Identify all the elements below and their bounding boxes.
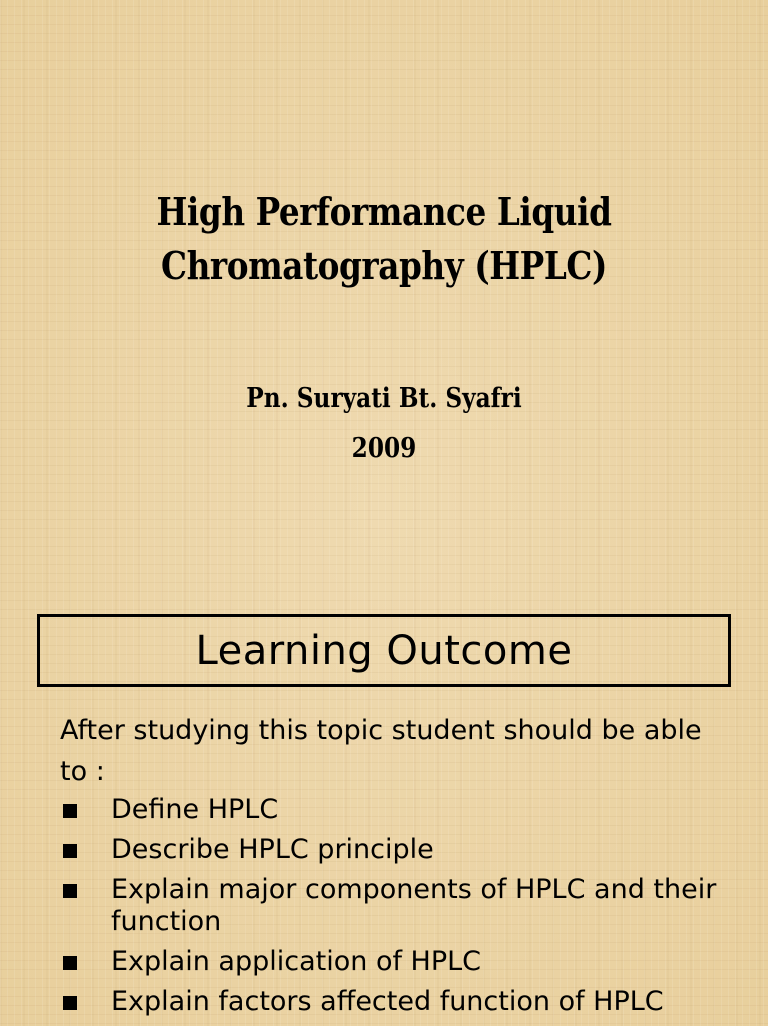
presentation-year: 2009 bbox=[351, 433, 417, 464]
learning-outcome-slide bbox=[0, 600, 768, 1024]
slide-title bbox=[54, 185, 714, 293]
outcome-text: Explain factors affected function of HPLC bbox=[111, 986, 664, 1017]
outcome-text: Define HPLC bbox=[111, 794, 279, 825]
list-item bbox=[60, 834, 720, 866]
outcome-text: Explain major components of HPLC and their function bbox=[111, 874, 717, 937]
outcome-text: Describe HPLC principle bbox=[111, 834, 434, 865]
square-bullet-icon bbox=[63, 844, 77, 858]
heading-box bbox=[37, 614, 731, 687]
learning-outcome-heading: Learning Outcome bbox=[195, 627, 573, 674]
square-bullet-icon bbox=[63, 884, 77, 898]
list-item bbox=[60, 874, 720, 938]
list-item bbox=[60, 946, 720, 978]
intro-text: After studying this topic student should be able to : bbox=[60, 715, 702, 787]
list-item bbox=[60, 794, 720, 826]
title-line-2: Chromatography (HPLC) bbox=[161, 243, 607, 288]
title-line-1: High Performance Liquid bbox=[156, 189, 612, 234]
list-item bbox=[60, 986, 720, 1018]
outcome-text: Explain application of HPLC bbox=[111, 946, 482, 977]
outcome-list bbox=[60, 794, 720, 1026]
square-bullet-icon bbox=[63, 996, 77, 1010]
square-bullet-icon bbox=[63, 956, 77, 970]
square-bullet-icon bbox=[63, 804, 77, 818]
author-name: Pn. Suryati Bt. Syafri bbox=[246, 383, 522, 414]
